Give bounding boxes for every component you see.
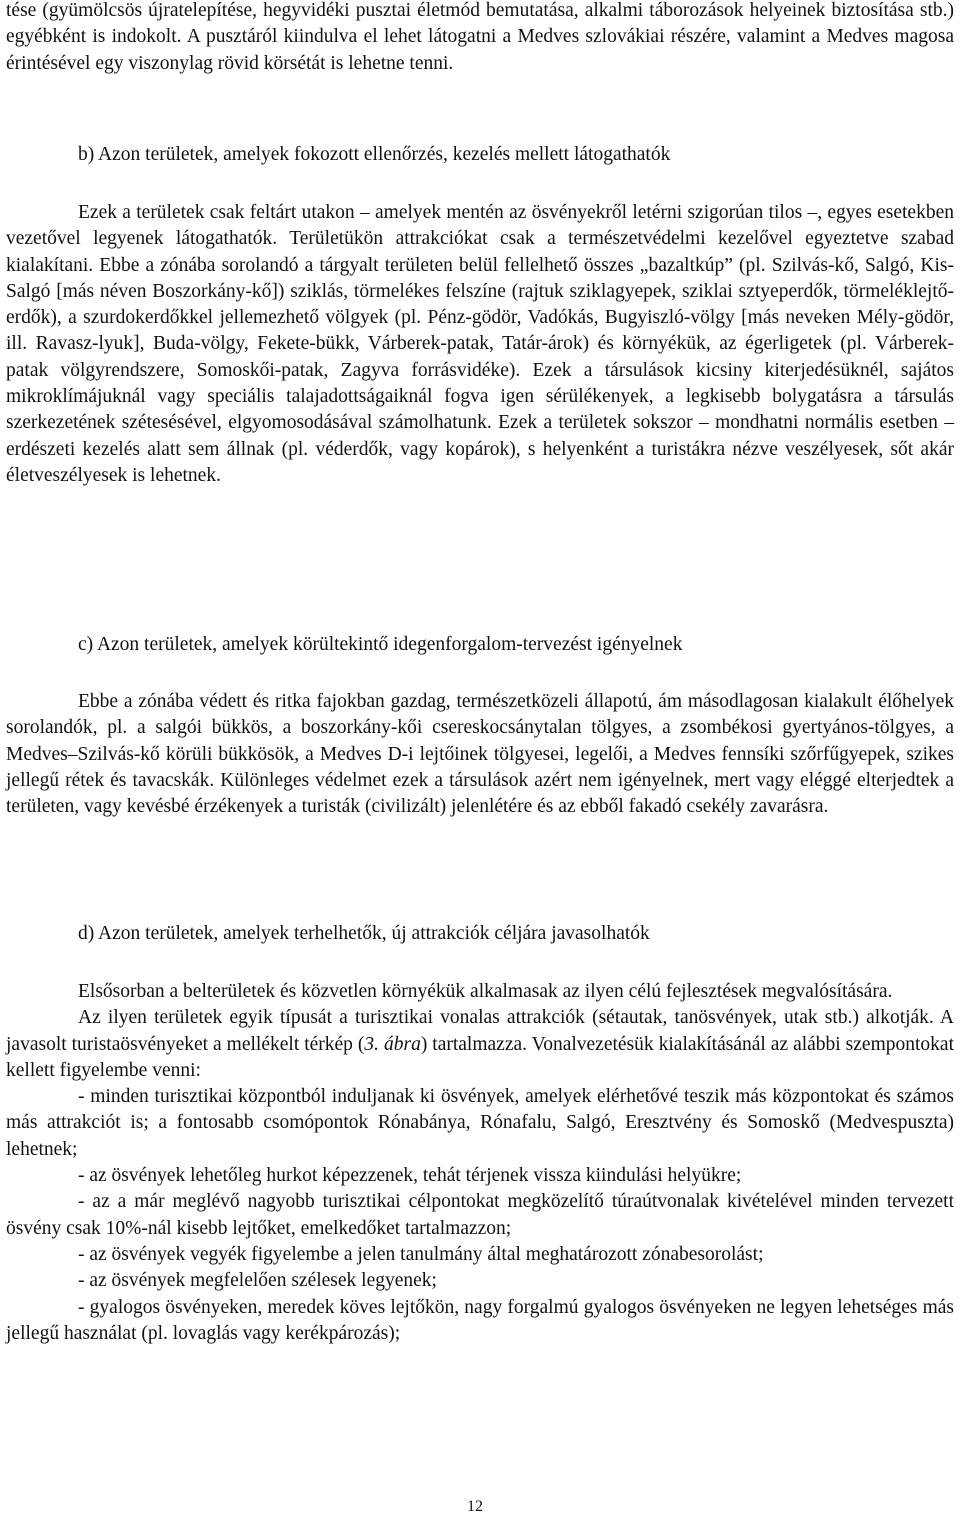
section-c-heading: c) Azon területek, amelyek körültekintő idegenforgalom-tervezést igényelnek [78, 634, 683, 655]
list-item: - az ösvények megfelelően szélesek legyenek; [78, 1270, 437, 1292]
section-b-body: Ezek a területek csak feltárt utakon – amelyek mentén az ösvényekről letérni szigorúan tilos –, egyes esetekben vezetővel legyenek látogathatók. Területükön attrakciókat csak a természetvédelmi kezelővel egyeztetve szabad kialakítani. Ebbe a zónába sorolandó a tárgyalt területen belül fellelhető összes „bazaltkúp” (pl. Szilvás-kő, Salgó, Kis-Salgó [más néven Boszorkány-kő]) sziklás, törmelékes felszíne (rajtuk sziklagyepek, sziklai sztyeperdők, törmeléklejtő-erdők), a szurdokerdőkkel jellemezhető völgyek (pl. Pénz-gödör, Vadókás, Bugyiszló-völgy [más neveken Mély-gödör, ill. Ravasz-lyuk], Buda-völgy, Fekete-bükk, Várberek-patak, Tatár-árok) és környékük, az égerligetek (pl. Várberek-patak völgyrendszere, Somoskői-patak, Zagyva forrásvidéke). Ezek a társulások kicsiny kiterjedésüknél, sajátos mikroklímájuknál vagy speciális talajadottságaiknál fogva igen sérülékenyek, a legkisebb bolygatásra a társulás szerkezetének szétesésével, elgyomosodásával számolhatunk. Ezek a területek sokszor – mondhatni normális esetben – erdészeti kezelés alatt sem állnak (pl. véderdők, vagy kopárok), s helyenként a turistákra nézve veszélyesek, sőt akár életveszélyesek is lehetnek. [6, 202, 954, 486]
intro-paragraph: tése (gyümölcsös újratelepítése, hegyvidéki pusztai életmód bemutatása, alkalmi táborozások helyeinek biztosítása stb.) egyébként is indokolt. A pusztáról kiindulva el lehet látogatni a Medves szlovákiai részére, valamint a Medves magosa érintésével egy viszonylag rövid körsétát is lehetne tenni. [6, 0, 954, 74]
list-item: - az ösvények lehetőleg hurkot képezzenek, tehát térjenek vissza kiindulási helyükre; [78, 1165, 742, 1187]
section-d-heading: d) Azon területek, amelyek terhelhetők, új attrakciók céljára javasolhatók [78, 923, 650, 944]
list-item: - gyalogos ösvényeken, meredek köves lejtőkön, nagy forgalmú gyalogos ösvényeken ne legyen lehetséges más jellegű használat (pl. lovaglás vagy kerékpározás); [6, 1296, 954, 1344]
section-c-body: Ebbe a zónába védett és ritka fajokban gazdag, természetközeli állapotú, ám másodlagosan kialakult élőhelyek sorolandók, pl. a salgói bükkös, a boszorkány-kői csereskocsánytalan tölgyes, a zsombékosi gyertyános-tölgyes, a Medves–Szilvás-kő körüli bükkösök, a Medves D-i lejtőinek tölgyesei, legelői, a Medves fennsíki szőrfűgyepek, szikes jellegű rétek és tavacskák. Különleges védelmet ezek a társulások azért nem igényelnek, mert vagy eléggé elterjedtek a területen, vagy kevésbé érzékenyek a turisták (civilizált) jelenlétére és az ebből fakadó csekély zavarásra. [6, 691, 954, 818]
paragraph-2-text-end: ) tartalmazza. Vonalvezetésük kialakításánál az alábbi szempontokat kellett figyelembe venni: [6, 1033, 954, 1081]
section-d-block [6, 979, 954, 1347]
paragraph-2-text-start: Az ilyen területek egyik típusát a turisztikai vonalas attrakciók (sétautak, tanösvények, utak stb.) alkotják. A javasolt turistaösvényeket a mellékelt térkép ( [6, 1007, 954, 1055]
list-item: - az a már meglévő nagyobb turisztikai célpontokat megközelítő túraútvonalak kivételével minden tervezett ösvény csak 10%-nál kisebb lejtőket, emelkedőket tartalmazzon; [6, 1191, 954, 1239]
section-b-block [6, 200, 954, 489]
figure-reference: 3. ábra [364, 1033, 421, 1055]
intro-paragraph-block [6, 0, 954, 77]
section-d-paragraph-2 [6, 1005, 954, 1084]
list-item: - minden turisztikai központból induljanak ki ösvények, amelyek elérhetővé teszik más központokat és számos más attrakciót is; a fontosabb csomópontok Rónabánya, Rónafalu, Salgó, Eresztvény és Somoskő (Medvespuszta) lehetnek; [6, 1086, 954, 1160]
list-item: - az ösvények vegyék figyelembe a jelen tanulmány által meghatározott zónabesorolást; [78, 1243, 764, 1265]
section-b-heading: b) Azon területek, amelyek fokozott ellenőrzés, kezelés mellett látogathatók [78, 144, 671, 165]
section-c-block [6, 689, 954, 820]
section-d-paragraph-1: Elsősorban a belterületek és közvetlen környékük alkalmasak az ilyen célú fejlesztések megvalósítására. [78, 981, 893, 1002]
page-number: 12 [467, 1498, 483, 1515]
